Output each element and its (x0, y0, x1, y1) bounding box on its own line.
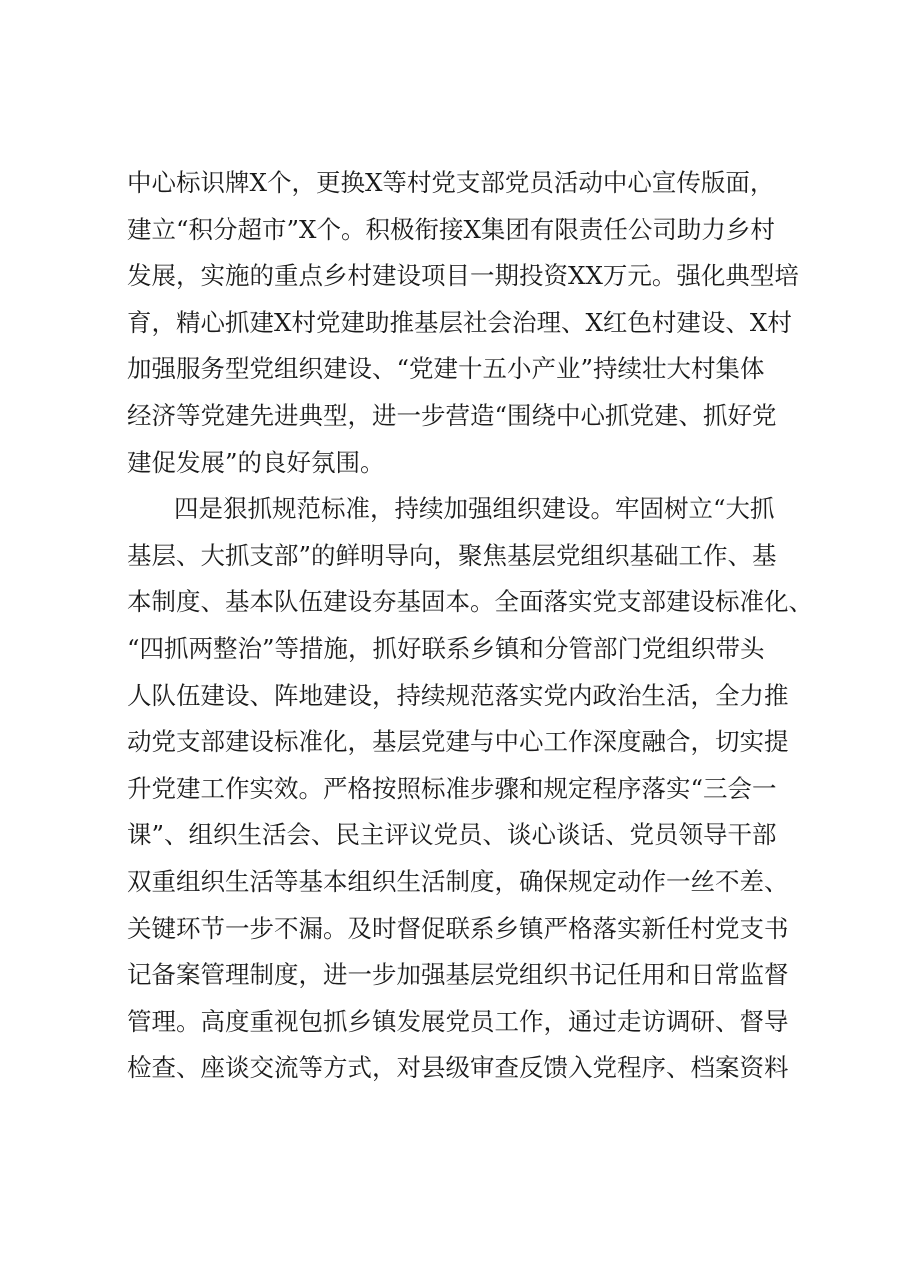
text-line-15: 课”、组织生活会、民主评议党员、谈心谈话、党员领导干部 (127, 820, 777, 850)
text-line-17: 关键环节一步不漏。及时督促联系乡镇严格落实新任村党支书 (127, 913, 789, 943)
text-line-12: 人队伍建设、阵地建设，持续规范落实党内政治生活，全力推 (127, 680, 789, 710)
text-line-20: 检查、座谈交流等方式，对县级审查反馈入党程序、档案资料 (127, 1053, 789, 1083)
body-text (127, 160, 813, 1092)
text-line-2: 建立“积分超市”X个。积极衔接X集团有限责任公司助力乡村 (127, 214, 775, 244)
text-line-4: 育，精心抓建X村党建助推基层社会治理、X红色村建设、X村 (127, 307, 792, 337)
text-line-10: 本制度、基本队伍建设夯基固本。全面落实党支部建设标准化、 (127, 587, 813, 617)
paragraph-start-line: 四是狠抓规范标准，持续加强组织建设。牢固树立“大抓 (174, 494, 775, 524)
text-line-14: 升党建工作实效。严格按照标准步骤和规定程序落实“三会一 (127, 773, 777, 803)
text-line-18: 记备案管理制度，进一步加强基层党组织书记任用和日常监督 (127, 960, 789, 990)
text-line-13: 动党支部建设标准化，基层党建与中心工作深度融合，切实提 (127, 727, 789, 757)
text-line-7: 建促发展”的良好氛围。 (127, 447, 385, 477)
text-line-6: 经济等党建先进典型，进一步营造“围绕中心抓党建、抓好党 (127, 400, 777, 430)
text-line-1: 中心标识牌X个，更换X等村党支部党员活动中心宣传版面， (127, 168, 775, 197)
text-line-9: 基层、大抓支部”的鲜明导向，聚焦基层党组织基础工作、基 (127, 540, 777, 570)
text-line-16: 双重组织生活等基本组织生活制度，确保规定动作一丝不差、 (127, 866, 789, 896)
text-line-5: 加强服务型党组织建设、“党建十五小产业”持续壮大村集体 (127, 354, 765, 384)
text-line-3: 发展，实施的重点乡村建设项目一期投资XX万元。强化典型培 (127, 261, 799, 291)
text-line-11: “四抓两整治”等措施，抓好联系乡镇和分管部门党组织带头 (127, 633, 765, 663)
text-line-19: 管理。高度重视包抓乡镇发展党员工作，通过走访调研、督导 (127, 1006, 789, 1036)
